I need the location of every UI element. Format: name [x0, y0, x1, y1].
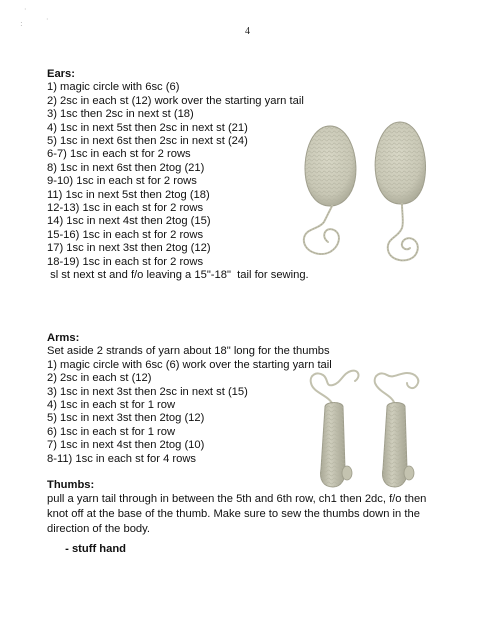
- left-arm-shape: [321, 403, 353, 488]
- ears-row: 12-13) 1sc in each st for 2 rows: [47, 202, 204, 215]
- scan-dot-mark: ·: [24, 5, 27, 14]
- ears-heading: Ears:: [47, 68, 75, 80]
- scan-dot-mark: :: [20, 19, 23, 28]
- ears-row: 1) magic circle with 6sc (6): [47, 81, 180, 94]
- right-ear-shape: [375, 122, 425, 260]
- left-thumb-shape: [342, 466, 352, 480]
- arms-row: 2) 2sc in each st (12): [47, 372, 152, 385]
- ears-row: 3) 1sc then 2sc in next st (18): [47, 108, 194, 121]
- arms-heading: Arms:: [47, 332, 80, 344]
- arms-row: 8-11) 1sc in each st for 4 rows: [47, 452, 197, 465]
- arms-section: [47, 332, 332, 466]
- arms-row: 1) magic circle with 6sc (6) work over the starting yarn tail: [47, 358, 332, 371]
- ears-row: 11) 1sc in next 5st then 2tog (18): [47, 188, 210, 201]
- arms-row: 7) 1sc in next 4st then 2tog (10): [47, 439, 205, 452]
- stuff-hand-note: - stuff hand: [62, 543, 127, 555]
- arms-row: 4) 1sc in each st for 1 row: [47, 399, 176, 412]
- page-number: 4: [245, 26, 250, 37]
- crochet-ears-photo: [298, 118, 448, 270]
- ears-row: 18-19) 1sc in each st for 2 rows: [47, 255, 204, 268]
- arms-row: 6) 1sc in each st for 1 row: [47, 425, 176, 438]
- ears-row: 6-7) 1sc in each st for 2 rows: [47, 148, 191, 161]
- ears-finish-row: sl st next st and f/o leaving a 15"-18" tail for sewing.: [47, 269, 309, 282]
- right-thumb-shape: [404, 466, 414, 480]
- scan-dot-mark: ·: [46, 15, 49, 24]
- arms-row: 5) 1sc in next 3st then 2tog (12): [47, 412, 205, 425]
- arms-row: 3) 1sc in next 3st then 2sc in next st (15): [47, 385, 248, 398]
- ears-row: 5) 1sc in next 6st then 2sc in next st (24): [47, 135, 248, 148]
- ears-row: 8) 1sc in next 6st then 2tog (21): [47, 161, 205, 174]
- right-arm-yarn-tail: [375, 373, 419, 405]
- left-arm-yarn-tail: [311, 371, 359, 405]
- ears-row: 17) 1sc in next 3st then 2tog (12): [47, 242, 211, 255]
- ears-row: 2) 2sc in each st (12) work over the starting yarn tail: [47, 94, 304, 107]
- ears-row: 14) 1sc in next 4st then 2tog (15): [47, 215, 211, 228]
- thumbs-instructions: pull a yarn tail through in between the 5th and 6th row, ch1 then 2dc, f/o then knot off at the base of the thumb. Make sure to sew the thumbs down in the direction of the body.: [47, 493, 427, 535]
- ears-section: [47, 68, 309, 283]
- thumbs-heading: Thumbs:: [47, 479, 95, 491]
- ears-row: 4) 1sc in next 5st then 2sc in next st (21): [47, 121, 248, 134]
- right-arm-shape: [383, 403, 415, 488]
- ears-row: 15-16) 1sc in each st for 2 rows: [47, 228, 204, 241]
- arms-row: Set aside 2 strands of yarn about 18" long for the thumbs: [47, 345, 330, 358]
- thumbs-section: [47, 479, 437, 536]
- ears-row: 9-10) 1sc in each st for 2 rows: [47, 175, 197, 188]
- left-ear-shape: [304, 126, 356, 254]
